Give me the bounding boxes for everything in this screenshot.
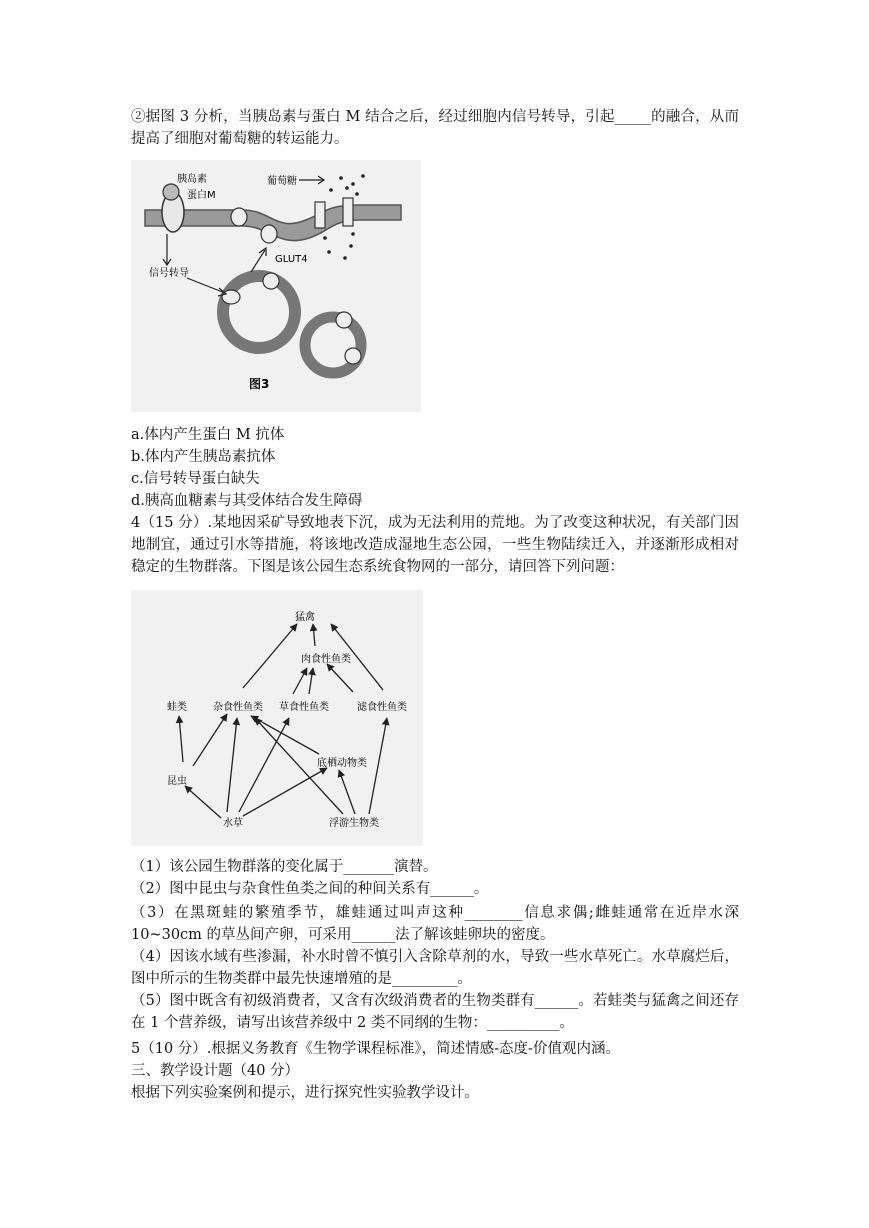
question-4-stem: 4（15 分）.某地因采矿导致地表下沉，成为无法利用的荒地。为了改变这种状况，有关部门因地制宜，通过引水等措施，将该地改造成湿地生态公园，一些生物陆续迁入，并逐渐形成相对稳定的生物群落。下图是该公园生态系统食物网的一部分，请回答下列问题： — [131, 515, 739, 575]
insulin-label: 胰岛素 — [177, 174, 207, 185]
option-a: a.体内产生蛋白 M 抗体 — [131, 427, 285, 443]
waterweed-node: 水草 — [223, 818, 243, 829]
food-web-arrows — [179, 624, 387, 818]
filter-fish-node: 滤食性鱼类 — [357, 702, 407, 713]
q4-sub-2: （2）图中昆虫与杂食性鱼类之间的种间关系有______。 — [131, 881, 489, 897]
option-b: b.体内产生胰岛素抗体 — [131, 449, 276, 465]
insect-node: 昆虫 — [167, 776, 187, 787]
glut4-in-membrane — [261, 225, 277, 243]
frog-node: 蛙类 — [167, 702, 187, 713]
question-5: 5（10 分）.根据义务教育《生物学课程标准》，简述情感-态度-价值观内涵。 — [131, 1041, 620, 1057]
figure-3-diagram — [131, 160, 421, 412]
omnivore-fish-node: 杂食性鱼类 — [213, 702, 263, 713]
figure-3 — [131, 160, 421, 412]
herbivore-fish-node: 草食性鱼类 — [279, 702, 329, 713]
glut4-label: GLUT4 — [275, 254, 308, 265]
protein-m-label: 蛋白M — [187, 190, 216, 201]
raptor-node: 猛禽 — [295, 612, 315, 623]
option-d: d.胰高血糖素与其受体结合发生障碍 — [131, 493, 363, 509]
plankton-node: 浮游生物类 — [329, 818, 379, 829]
glut4-in-membrane — [231, 208, 247, 226]
signal-transduction-label: 信号转导 — [149, 268, 189, 279]
insulin-molecule — [163, 184, 179, 200]
vesicle-1 — [223, 276, 295, 348]
glut4-channel — [343, 198, 353, 226]
q4-sub-5: （5）图中既含有初级消费者，又含有次级消费者的生物类群有______。若蛙类与猛禽之间还存在 1 个营养级，请写出该营养级中 2 类不同纲的生物：__________。 — [131, 993, 739, 1031]
carnivore-fish-node: 肉食性鱼类 — [301, 654, 351, 665]
glucose-label: 葡萄糖 — [267, 176, 297, 187]
figure-caption: 图3 — [249, 377, 270, 391]
food-web-figure — [131, 590, 423, 846]
section-3-title: 三、教学设计题（40 分） — [131, 1063, 300, 1079]
q4-sub-3: （3）在黑斑蛙的繁殖季节，雄蛙通过叫声这种________信息求偶;雌蛙通常在近岸水深10~30cm 的草丛间产卵，可采用______法了解该蛙卵块的密度。 — [131, 905, 739, 943]
q4-sub-4: （4）因该水域有些渗漏，补水时曾不慎引入含除草剂的水，导致一些水草死亡。水草腐烂后，图中所示的生物类群中最先快速增殖的是_________。 — [131, 949, 739, 987]
benthic-node: 底栖动物类 — [317, 758, 367, 769]
option-c: c.信号转导蛋白缺失 — [131, 471, 260, 487]
question-text: ②据图 3 分析，当胰岛素与蛋白 M 结合之后，经过细胞内信号转导，引起_____的融合，从而提高了细胞对葡萄糖的转运能力。 — [131, 109, 739, 147]
food-web-diagram — [131, 590, 423, 846]
q4-sub-1: （1）该公园生物群落的变化属于_______演替。 — [131, 859, 438, 875]
glut4-channel — [315, 202, 325, 228]
vesicle-2 — [305, 317, 361, 373]
section-3-intro: 根据下列实验案例和提示，进行探究性实验教学设计。 — [131, 1085, 479, 1101]
